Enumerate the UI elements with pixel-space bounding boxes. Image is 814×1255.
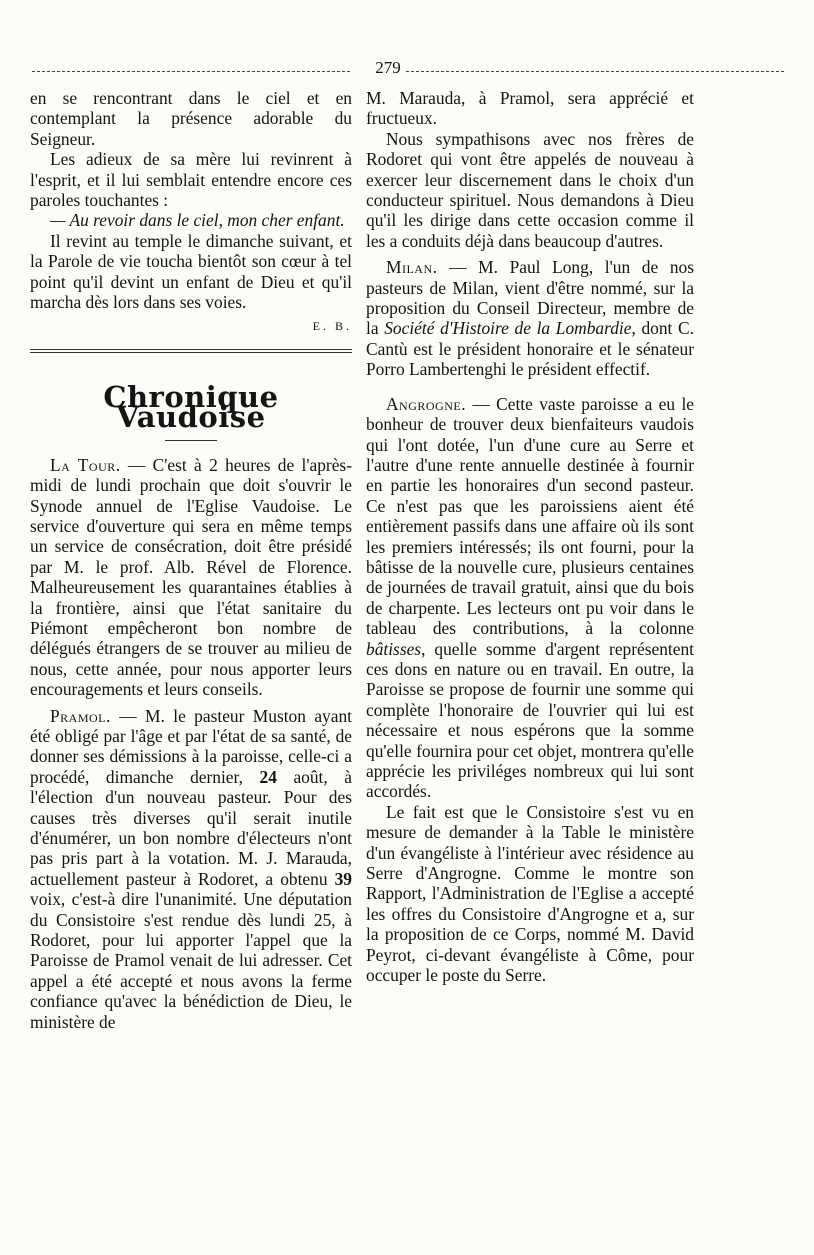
- paragraph: en se rencontrant dans le ciel et en contemplant la présence adorable du Seigneur.: [30, 88, 352, 149]
- place-label: Pramol.: [50, 705, 111, 726]
- column-name: bâtisses: [366, 638, 422, 659]
- right-column: [366, 88, 694, 985]
- paragraph: Le fait est que le Consistoire s'est vu en mesure de demander à la Table le ministère d'un évangéliste à l'intérieur avec résidence au Serre d'Angrogne. Comme le montre son Rapport, l'Administration de l'Eglise a accepté les offres du Consistoire d'Angrogne et a, sur la proposition de ce Corps, nommé M. David Peyrot, ci-devant évangéliste à Côme, pour occuper le poste du Serre.: [366, 801, 694, 986]
- news-item-milan: [366, 257, 694, 379]
- header-rule-right: [406, 71, 784, 72]
- quote-text: — Au revoir dans le ciel, mon cher enfant.: [50, 210, 345, 231]
- place-label: Milan.: [386, 257, 438, 278]
- section-separator: [30, 349, 352, 353]
- news-text: — M. Paul Long, l'un de nos pasteurs de Milan, vient d'être nommé, sur la proposition du Conseil Directeur, membre de la: [366, 257, 694, 339]
- news-text: — Cette vaste paroisse a eu le bonheur de trouver deux bienfaiteurs vaudois qui l'ont dotée, l'un d'une cure au Serre et l'autre d'une rente annuelle destinée à fournir en partie les honoraires d'un second pasteur. Ce n'est pas que les paroissiens aient été entièrement passifs dans une affaire où ils sont les premiers intéressés; ils ont fourni, pour la bâtisse de la nouvelle cure, plusieurs centaines de journées de travail gratuit, ainsi que du bois de charpente. Les lecteurs ont pu voir dans le tableau des contributions, à la colonne: [366, 393, 694, 639]
- news-item-angrogne: [366, 394, 694, 802]
- society-name: Société d'Histoire de la Lombardie: [384, 318, 632, 339]
- news-text: , dont C. Cantù est le président honoraire et le sénateur Porro Lambertenghi le président effectif.: [366, 318, 694, 380]
- news-text: août, à l'élection d'un nouveau pasteur. Pour des causes très diverses qu'il serait inutile d'énumérer, un bon nombre d'électeurs n'ont pas pris part à la votation. M. J. Marauda, actuellement pasteur à Rodoret, a obtenu: [30, 766, 353, 889]
- date-number: 24: [259, 766, 277, 787]
- paragraph: Les adieux de sa mère lui revinrent à l'esprit, et il lui semblait entendre encore ces paroles touchantes :: [30, 149, 352, 211]
- paragraph: Nous sympathisons avec nos frères de Rodoret qui vont être appelés de nouveau à exercer leur discernement dans le choix d'un conducteur spirituel. Nous demandons à Dieu qu'il les dirige dans cette occasion comme il les a conduits déjà dans beaucoup d'autres.: [366, 128, 694, 251]
- left-column: [30, 88, 352, 1032]
- place-label: Angrogne.: [386, 393, 467, 414]
- news-text: — C'est à 2 heures de l'après-midi de lundi prochain que doit s'ouvrir le Synode annuel de l'Eglise Vaudoise. Le service d'ouverture qui sera en même temps un service de consécration, doit être présidé par M. le prof. Alb. Rével de Florence. Malheureusement les quarantaines établies à la frontière, ainsi que l'état sanitaire du Piémont empêcheront bon nombre de délégués étrangers de se trouver au milieu de nous, cette année, pour nous apporter leurs encouragements et leurs conseils.: [30, 454, 352, 700]
- news-text: , quelle somme d'argent représentent ces dons en nature ou en travail. En outre, la Paroisse se propose de fournir une somme qui complète l'honoraire de l'ouvrier qui lui est nécessaire et nous espérons que la somme qu'elle fournira pour cet objet, montrera qu'elle apprécie les priviléges nombreux qui lui sont accordés.: [366, 638, 694, 802]
- news-text: — M. le pasteur Muston ayant été obligé par l'âge et par l'état de sa santé, de donner ses démissions à la paroisse, celle-ci a procédé, dimanche dernier,: [30, 705, 352, 787]
- news-item-pramol: [30, 706, 352, 1033]
- signature: E. B.: [312, 319, 352, 334]
- paragraph: M. Marauda, à Pramol, sera apprécié et fructueux.: [366, 88, 694, 129]
- page-number: 279: [375, 58, 401, 77]
- section-heading: Chronique Vaudoise: [103, 379, 279, 435]
- header-rule-left: [32, 71, 350, 72]
- news-item-la-tour: [30, 455, 352, 700]
- news-text: voix, c'est-à dire l'unanimité. Une députation du Consistoire s'est rendue dès lundi 25, à Rodoret, pour lui apporter l'appel que la Paroisse de Pramol venait de lui adresser. Cet appel a été accepté et nous avons la ferme confiance qu'avec la bénédiction de Dieu, le ministère de: [30, 889, 352, 1032]
- paragraph: Il revint au temple le dimanche suivant, et la Parole de vie toucha bientôt son cœur à tel point qu'il devint un enfant de Dieu et qu'il marcha dès lors dans ses voies.: [30, 230, 352, 313]
- page-header: [32, 58, 784, 78]
- place-label: La Tour.: [50, 454, 121, 475]
- vote-count: 39: [334, 868, 352, 889]
- heading-rule: [165, 440, 217, 441]
- quote: [30, 210, 352, 230]
